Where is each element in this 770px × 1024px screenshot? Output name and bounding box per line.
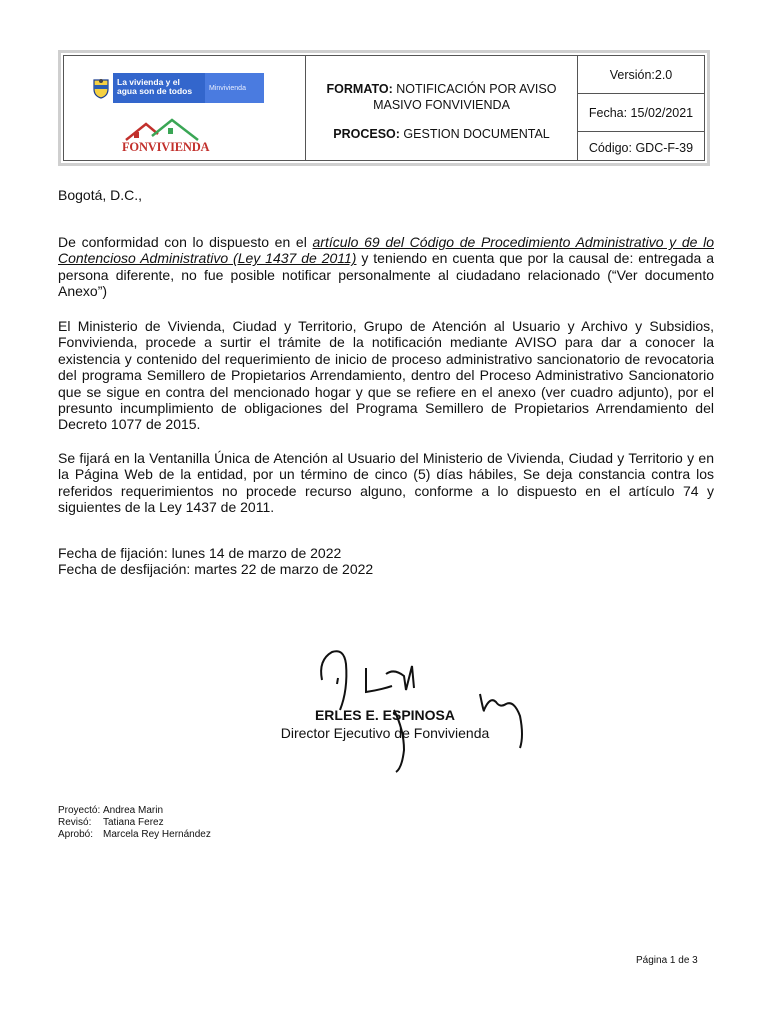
formato-label: FORMATO:	[326, 82, 393, 96]
signer-name: ERLES E. ESPINOSA	[314, 707, 456, 723]
paragraph-3: Se fijará en la Ventanilla Única de Atención al Usuario del Ministerio de Vivienda, Ciudad y Territorio y en la Página Web de la entidad, por un término de cinco (5) días hábiles, Se deja constancia contra los referidos requerimientos no procede recurso alguno, conforme a lo dispuesto en el artículo 74 y siguientes de la Ley 1437 de 2011.	[58, 450, 714, 516]
fonvivienda-logo-text: FONVIVIENDA	[122, 140, 210, 154]
ministry-logo	[89, 73, 264, 103]
colombia-shield-icon	[89, 73, 113, 103]
credit-value: Tatiana Ferez	[103, 817, 164, 828]
page-number: Página 1 de 3	[636, 955, 698, 966]
credit-label: Revisó:	[58, 817, 92, 828]
meta-cell	[578, 56, 704, 160]
ministry-slogan: La vivienda y el agua son de todos	[113, 73, 205, 103]
signer-role: Director Ejecutivo de Fonvivienda	[280, 725, 490, 741]
fecha-field: Fecha: 15/02/2021	[578, 94, 704, 132]
paragraph-1-end: y teniendo en cuenta que por la causal de: entregada a persona diferente, no fue posible notificar personalmente al ciudadano relacionado (“Ver documento Anexo”)	[58, 250, 714, 300]
formato-title	[306, 81, 577, 113]
document-header	[58, 50, 710, 166]
codigo-field: Código: GDC-F-39	[588, 141, 694, 155]
credit-row	[58, 817, 211, 829]
version-field: Versión:2.0	[578, 56, 704, 94]
credit-label: Proyectó:	[58, 805, 101, 816]
proceso-value: GESTION DOCUMENTAL	[403, 127, 550, 141]
credit-label: Aprobó:	[58, 829, 94, 840]
credit-row	[58, 805, 211, 817]
fecha-desfijacion: Fecha de desfijación: martes 22 de marzo de 2022	[58, 561, 374, 578]
title-cell	[306, 56, 578, 160]
dates-block	[58, 545, 714, 578]
city-line: Bogotá, D.C.,	[58, 187, 143, 203]
fecha-fijacion: Fecha de fijación: lunes 14 de marzo de 2022	[58, 545, 342, 561]
formato-value: NOTIFICACIÓN POR AVISO	[396, 82, 557, 96]
paragraph-1-start: De conformidad con lo dispuesto en el	[58, 234, 313, 250]
proceso-label: PROCESO:	[333, 127, 400, 141]
paragraph-1	[58, 234, 714, 300]
credit-value: Andrea Marin	[103, 805, 164, 816]
credit-row	[58, 829, 211, 841]
credit-value: Marcela Rey Hernández	[103, 829, 211, 840]
formato-value-line2: MASIVO FONVIVIENDA	[373, 98, 510, 112]
logo-cell	[64, 56, 306, 160]
header-table	[63, 55, 705, 161]
credits-block	[58, 805, 211, 841]
legal-reference-link: artículo 69 del Código de Procedimiento Administrativo y de lo Contencioso Administrativo (Ley 1437 de 2011)	[58, 234, 714, 267]
proceso-title	[306, 127, 577, 141]
ministry-name: Minvivienda	[205, 73, 264, 103]
paragraph-2: El Ministerio de Vivienda, Ciudad y Territorio, Grupo de Atención al Usuario y Archivo y Subsidios, Fonvivienda, procede a surtir el trámite de la notificación mediante AVISO para dar a conocer la existencia y contenido del requerimiento de inicio de proceso administrativo sancionatorio de revocatoria del programa Semillero de Propietarios Arrendamiento, dentro del Proceso Administrativo Sancionatorio que se sigue en contra del mencionado hogar y que se refiere en el anexo (ver cuadro adjunto), por el presunto incumplimiento de obligaciones del Programa Semillero de Propietarios Arrendamiento del Decreto 1077 de 2015.	[58, 318, 714, 433]
